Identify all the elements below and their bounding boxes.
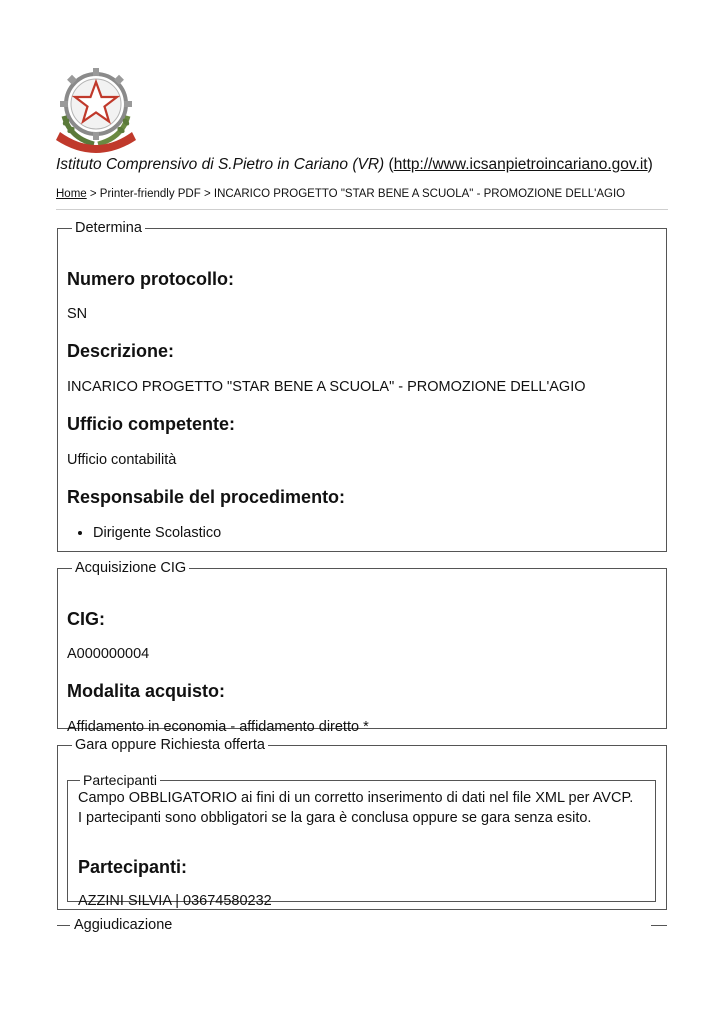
partecipanti-legend: Partecipanti (83, 772, 157, 788)
url-paren-open: ( (388, 156, 394, 173)
list-item: • Dirigente Scolastico (93, 525, 221, 541)
ufficio-label: Ufficio competente: (67, 414, 236, 434)
partecipanti-group (67, 772, 656, 909)
ufficio-value: Ufficio contabilità (67, 452, 177, 468)
modalita-label: Modalita acquisto: (67, 681, 226, 701)
aggiudicazione-section (57, 917, 667, 937)
cig-value: A000000004 (67, 646, 150, 662)
determina-section (57, 220, 667, 552)
url-paren-close: ) (647, 156, 653, 173)
header-divider (56, 209, 668, 210)
responsabile-list (67, 525, 221, 541)
responsabile-label: Responsabile del procedimento: (67, 487, 346, 507)
numero-protocollo-value: SN (67, 306, 88, 322)
descrizione-value: INCARICO PROGETTO "STAR BENE A SCUOLA" - PROMOZIONE DELL'AGIO (67, 379, 586, 395)
partecipanti-value: AZZINI SILVIA | 03674580232 (78, 893, 272, 909)
determina-legend: Determina (75, 220, 142, 236)
breadcrumb-home-link[interactable]: Home (56, 188, 87, 200)
gara-legend: Gara oppure Richiesta offerta (75, 737, 265, 753)
gara-section (57, 737, 667, 910)
breadcrumb-current: INCARICO PROGETTO "STAR BENE A SCUOLA" - PROMOZIONE DELL'AGIO (213, 188, 626, 200)
partecipanti-label: Partecipanti: (78, 857, 188, 877)
breadcrumb-separator: > (200, 188, 214, 200)
cig-legend: Acquisizione CIG (75, 560, 187, 576)
institute-url-link[interactable]: http://www.icsanpietroincariano.gov.it (393, 156, 648, 173)
aggiudicazione-legend: Aggiudicazione (74, 917, 173, 933)
institute-line (56, 156, 653, 174)
descrizione-label: Descrizione: (67, 341, 175, 361)
cig-section (57, 560, 667, 735)
cig-label: CIG: (67, 609, 105, 629)
breadcrumb-item-pdf: Printer-friendly PDF (99, 188, 201, 200)
republic-emblem-logo (52, 62, 140, 154)
fieldset-border-right (651, 925, 667, 926)
breadcrumb-separator: > (86, 188, 100, 200)
fieldset-border-left (57, 925, 70, 926)
modalita-value: Affidamento in economia - affidamento diretto * (67, 719, 369, 735)
breadcrumb (56, 188, 625, 200)
numero-protocollo-label: Numero protocollo: (67, 269, 234, 289)
obbligatorio-note-line2: I partecipanti sono obbligatori se la gara è conclusa oppure se gara senza esito. (78, 810, 592, 826)
institute-name: Istituto Comprensivo di S.Pietro in Cariano (VR) (56, 156, 385, 173)
obbligatorio-note-line1: Campo OBBLIGATORIO ai fini di un corretto inserimento di dati nel file XML per AVCP. (78, 790, 634, 806)
